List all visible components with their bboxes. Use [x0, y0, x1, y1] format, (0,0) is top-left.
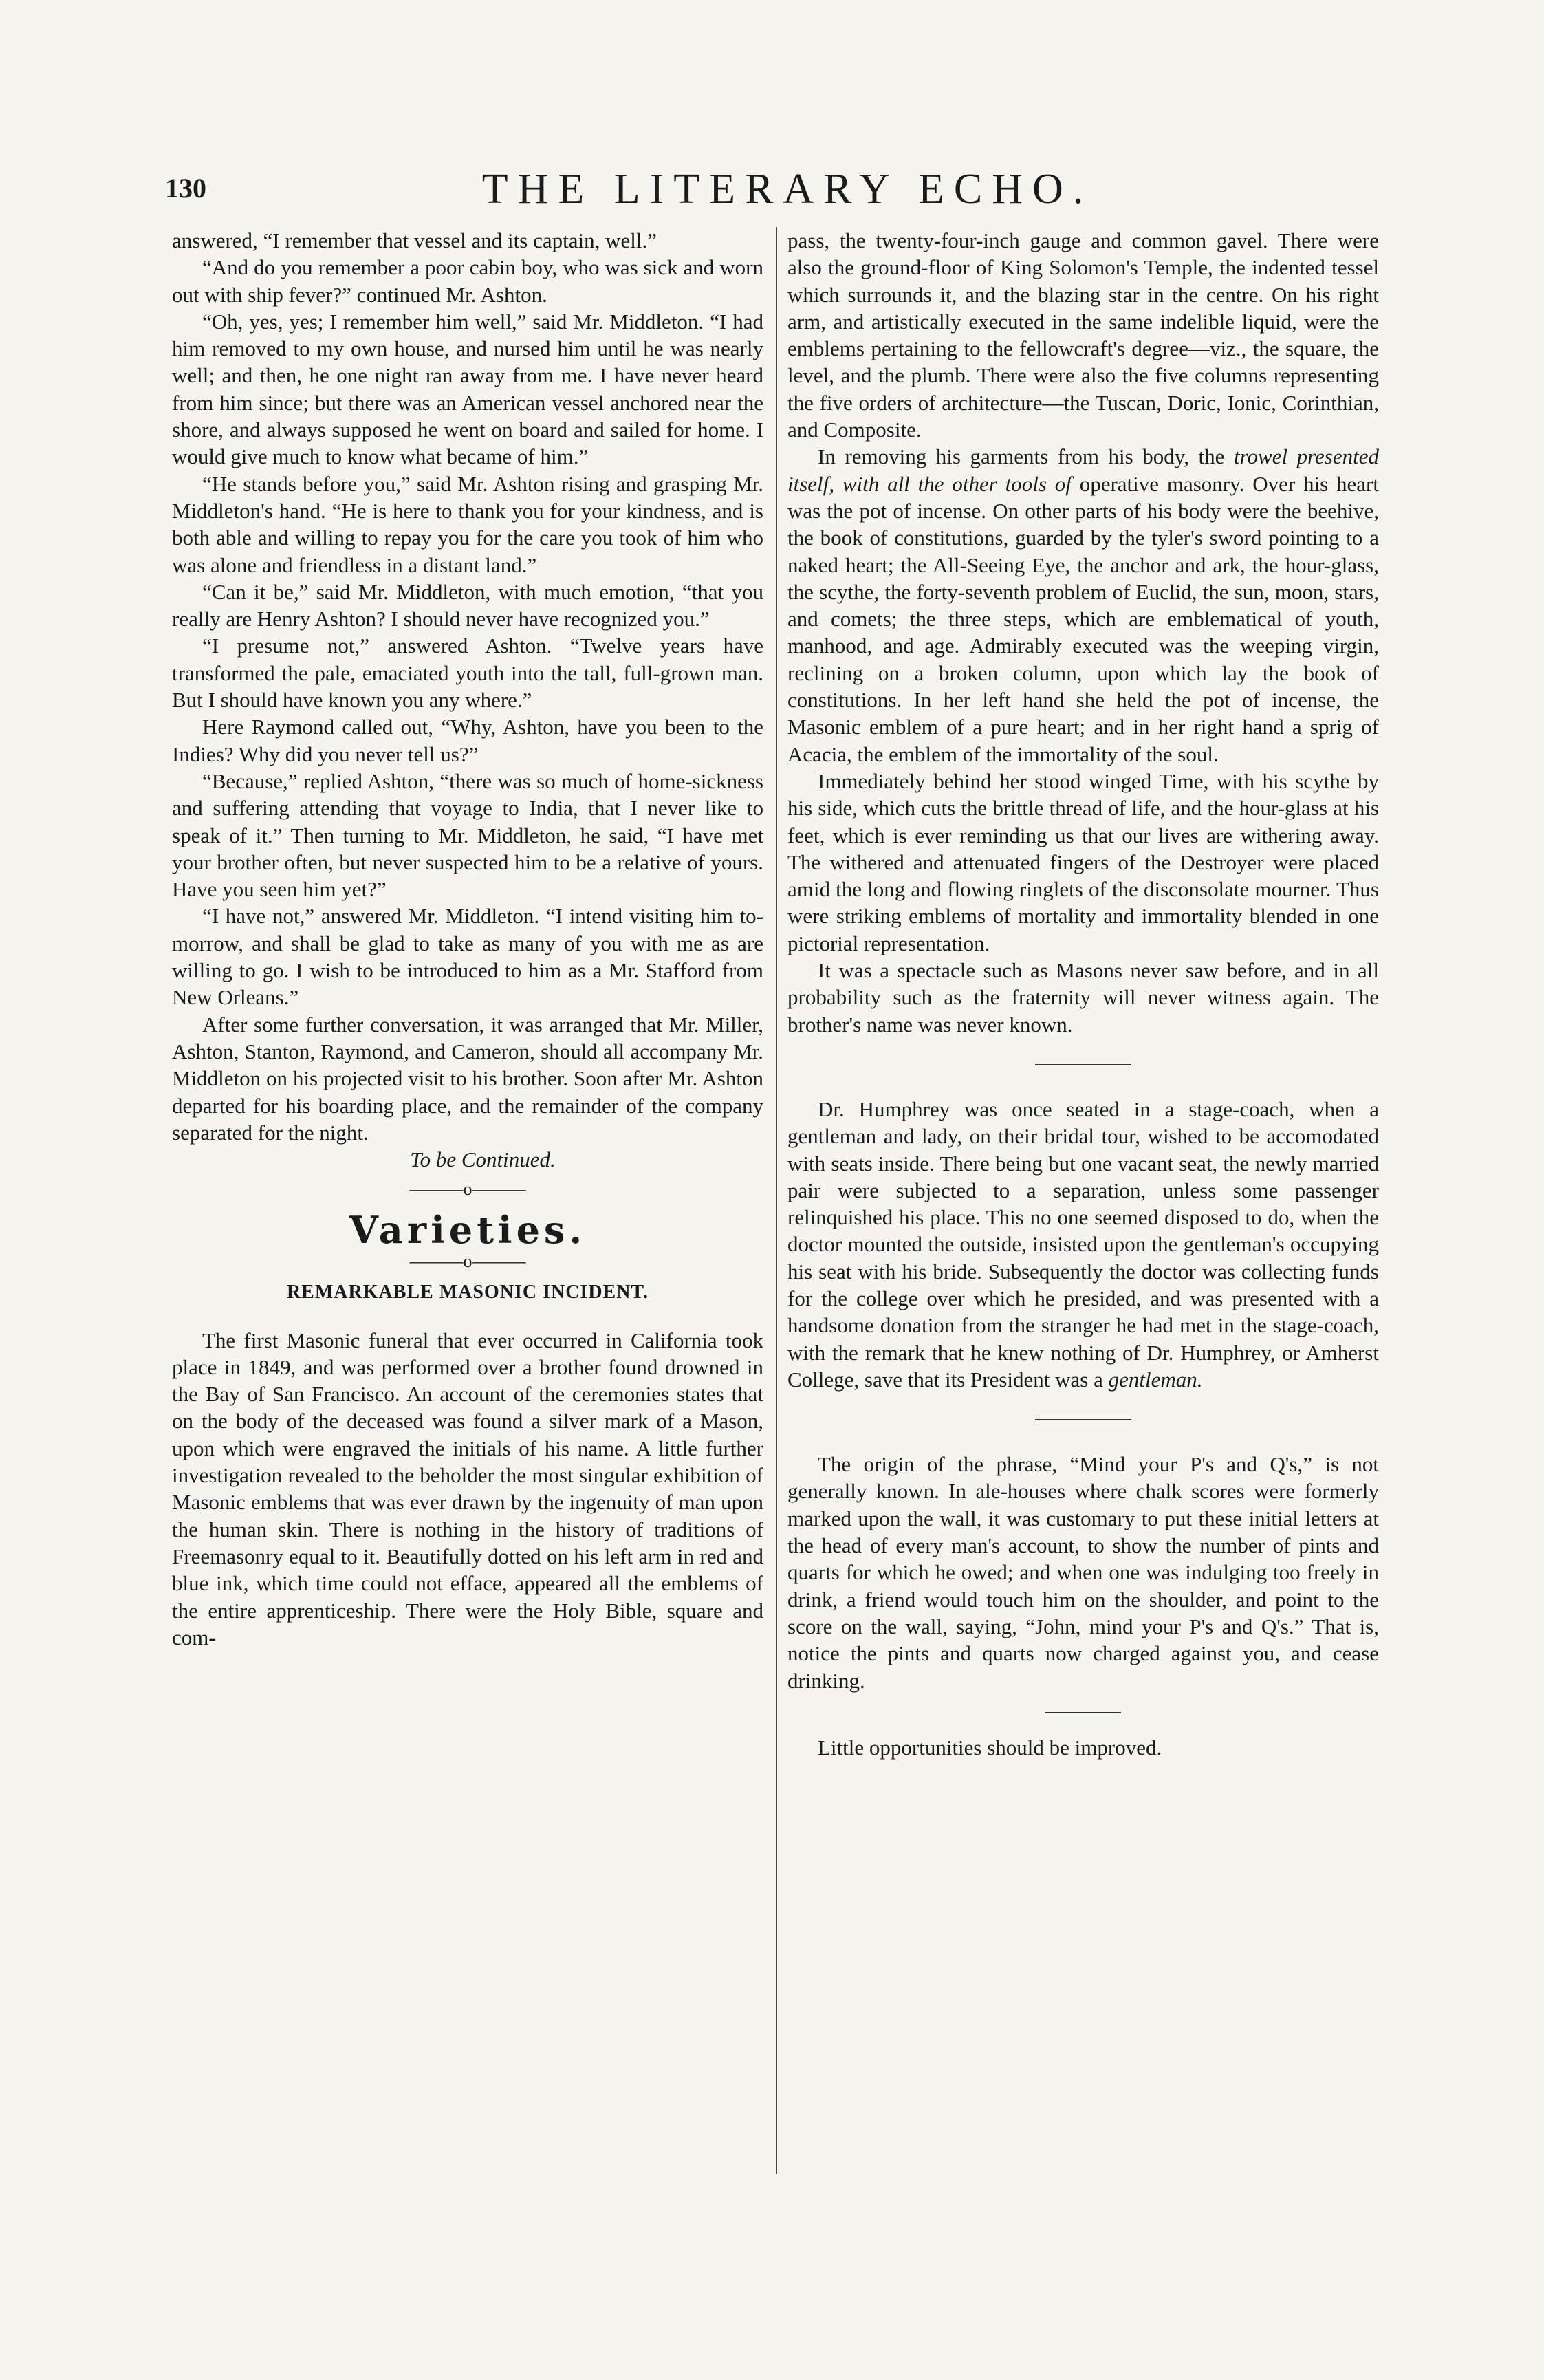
italic-text: trowel presented itself, with all the other tools of: [787, 444, 1379, 496]
anecdote-paragraph: [787, 1096, 1379, 1393]
story-paragraph: “He stands before you,” said Mr. Ashton rising and grasping Mr. Middleton's hand. “He is here to thank you for your kindness, and is both able and willing to repay you for the care you took of him who was alone and friendless in a distant land.”: [172, 471, 763, 577]
text-run: In removing his garments from his body, the: [818, 444, 1234, 469]
text-run: Dr. Humphrey was once seated in a stage-coach, when a gentleman and lady, on their bridal tour, wished to be accomodated with seats inside. There being but one vacant seat, the newly married pair were subjected to a separation, unless some passenger relinquished his place. This no one seemed disposed to do, when the doctor mounted the outside, insisted upon the gentleman's occupying his seat with his bride. Subsequently the doctor was collecting funds for the college over which he presided, and was presented with a handsome donation from the stranger he had met in the stage-coach, with the remark that he knew nothing of Dr. Humphrey, or Amherst College, save that its President was a: [787, 1096, 1379, 1392]
separator: ———o———: [409, 1251, 526, 1271]
article-paragraph: It was a spectacle such as Masons never saw before, and in all probability such as the fraternity will never witness again. The brother's name was never known.: [787, 958, 1379, 1037]
article-paragraph: Immediately behind her stood winged Time, with his scythe by his side, which cuts the brittle thread of life, and the hour-glass at his feet, which is ever reminding us that our lives are withering away. The withered and attenuated fingers of the Destroyer were placed amid the long and flowing ringlets of the disconsolate mourner. Thus were striking emblems of mortality and immortality blended in one pictorial representation.: [787, 768, 1379, 955]
section-rule: [1035, 1064, 1131, 1065]
column-divider: [776, 227, 777, 2174]
story-paragraph: “Can it be,” said Mr. Middleton, with much emotion, “that you really are Henry Ashton? I should never have recognized you.”: [172, 579, 763, 631]
story-paragraph: “And do you remember a poor cabin boy, who was sick and worn out with ship fever?” continued Mr. Ashton.: [172, 255, 763, 307]
article-heading: REMARKABLE MASONIC INCIDENT.: [286, 1281, 649, 1303]
story-paragraph: After some further conversation, it was arranged that Mr. Miller, Ashton, Stanton, Raymond, and Cameron, should all accompany Mr. Middleton on his projected visit to his brother. Soon after Mr. Ashton departed for his boarding place, and the remainder of the company separated for the night.: [172, 1012, 763, 1145]
story-paragraph: Here Raymond called out, “Why, Ashton, have you been to the Indies? Why did you never tell us?”: [172, 715, 763, 766]
story-paragraph: “Oh, yes, yes; I remember him well,” said Mr. Middleton. “I had him removed to my own house, and nursed him until he was nearly well; and then, he one night ran away from me. I have never heard from him since; but there was an American vessel anchored near the shore, and always supposed he went on board and sailed for home. I would give much to know what became of him.”: [172, 309, 763, 469]
story-paragraph: “Because,” replied Ashton, “there was so much of home-sickness and suffering attending that voyage to India, that I never like to speak of it.” Then turning to Mr. Middleton, he said, “I have met your brother often, but never suspected him to be a relative of yours. Have you seen him yet?”: [172, 768, 763, 902]
left-column: [172, 227, 763, 1651]
closing-line: Little opportunities should be improved.: [818, 1735, 1162, 1760]
article-paragraph: The first Masonic funeral that ever occurred in California took place in 1849, and was performed over a brother found drowned in the Bay of San Francisco. An account of the ceremonies states that on the body of the deceased was found a silver mark of a Mason, upon which were engraved the initials of his name. A little further investigation revealed to the beholder the most singular exhibition of Masonic emblems that was ever drawn by the ingenuity of man upon the human skin. There is nothing in the history of traditions of Freemasonry equal to it. Beautifully dotted on his left arm in red and blue ink, which time could not efface, appeared all the emblems of the entire apprenticeship. There were the Holy Bible, square and com-: [172, 1328, 763, 1649]
separator: ———o———: [409, 1179, 526, 1200]
text-run: operative masonry. Over his heart was the pot of incense. On other parts of his body were the beehive, the book of constitutions, guarded by the tyler's sword pointing to a naked heart; the All-Seeing Eye, the anchor and ark, the hour-glass, the scythe, the forty-seventh problem of Euclid, the sun, moon, stars, and comets; the three steps, which are emblematical of youth, manhood, and age. Admirably executed was the weeping virgin, reclining on a broken column, upon which lay the book of constitutions. In her left hand she held the pot of incense, the Masonic emblem of a pure heart; and in her right hand a sprig of Acacia, the emblem of the immortality of the soul.: [787, 471, 1379, 766]
section-rule: [1035, 1419, 1131, 1420]
article-paragraph: [787, 443, 1379, 768]
story-paragraph: “I presume not,” answered Ashton. “Twelve years have transformed the pale, emaciated youth into the tall, full-grown man. But I should have known you any where.”: [172, 634, 763, 713]
to-be-continued: To be Continued.: [410, 1147, 556, 1172]
anecdote-paragraph: The origin of the phrase, “Mind your P's and Q's,” is not generally known. In ale-houses where chalk scores were formerly marked upon the wall, it was customary to put these initial letters at the head of every man's account, to show the number of pints and quarts for which he owed; and when one was indulging too freely in drink, a friend would touch him on the shoulder, and point to the score on the wall, saying, “John, mind your P's and Q's.” That is, notice the pints and quarts now charged against you, and cease drinking.: [787, 1452, 1379, 1693]
section-rule: [1045, 1712, 1121, 1713]
running-title: THE LITERARY ECHO.: [481, 166, 1094, 213]
page-number: 130: [165, 173, 206, 204]
right-column: [787, 227, 1379, 1761]
page-header: [165, 165, 1410, 220]
italic-text: gentleman.: [1108, 1367, 1203, 1392]
story-paragraph: answered, “I remember that vessel and its captain, well.”: [172, 228, 657, 252]
story-paragraph: “I have not,” answered Mr. Middleton. “I intend visiting him to-morrow, and shall be glad to take as many of you with me as are willing to go. I wish to be introduced to him as a Mr. Stafford from New Orleans.”: [172, 904, 763, 1010]
section-title: Varieties.: [349, 1207, 587, 1252]
article-paragraph: pass, the twenty-four-inch gauge and common gavel. There were also the ground-floor of King Solomon's Temple, the indented tessel which surrounds it, and the blazing star in the centre. On his right arm, and artistically executed in the same indelible liquid, were the emblems pertaining to the fellowcraft's degree—viz., the square, the level, and the plumb. There were also the five columns representing the five orders of architecture—the Tuscan, Doric, Ionic, Corinthian, and Composite.: [787, 228, 1379, 442]
